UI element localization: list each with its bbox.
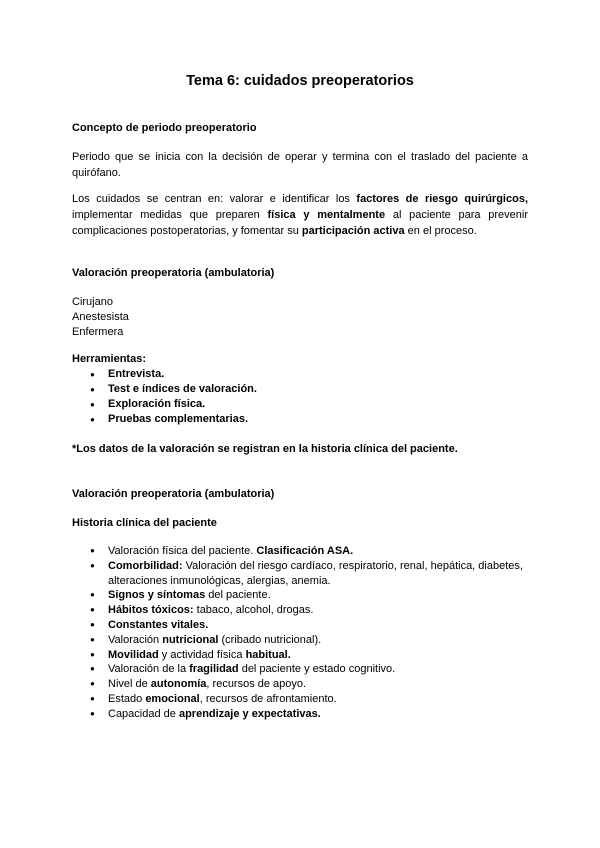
valoracion-heading-2: Valoración preoperatoria (ambulatoria) [72, 488, 275, 500]
list-item: ● Constantes vitales. [72, 618, 528, 633]
list-item: ● Movilidad y actividad física habitual. [72, 648, 528, 663]
list-item: ● Exploración física. [72, 397, 257, 412]
registry-note: *Los datos de la valoración se registran en la historia clínica del paciente. [72, 443, 458, 455]
list-item: ● Signos y síntomas del paciente. [72, 588, 528, 603]
concepto-heading: Concepto de periodo preoperatorio [72, 122, 257, 134]
concepto-paragraph-2: Los cuidados se centran en: valorar e identificar los factores de riesgo quirúrgicos, implementar medidas que preparen física y mentalmente al paciente para prevenir complicaciones postoperatorias, y fomentar su participación activa en el proceso. [72, 193, 528, 237]
list-item: ● Test e índices de valoración. [72, 382, 257, 397]
list-item: ● Valoración de la fragilidad del paciente y estado cognitivo. [72, 662, 528, 677]
historia-list [72, 544, 528, 722]
list-item: ● Capacidad de aprendizaje y expectativas. [72, 707, 528, 722]
role-item: Enfermera [72, 326, 124, 338]
tools-heading: Herramientas: [72, 353, 146, 365]
list-item: ● Pruebas complementarias. [72, 412, 257, 427]
tools-list [72, 367, 257, 427]
concepto-paragraph-1: Periodo que se inicia con la decisión de operar y termina con el traslado del paciente a quirófano. [72, 151, 528, 179]
list-item: ● Valoración nutricional (cribado nutricional). [72, 633, 528, 648]
list-item: ● Valoración física del paciente. Clasificación ASA. [72, 544, 528, 559]
historia-heading: Historia clínica del paciente [72, 517, 217, 529]
page-title: Tema 6: cuidados preoperatorios [186, 73, 414, 89]
valoracion-heading: Valoración preoperatoria (ambulatoria) [72, 267, 275, 279]
list-item: ● Hábitos tóxicos: tabaco, alcohol, drogas. [72, 603, 528, 618]
list-item: ● Estado emocional, recursos de afrontamiento. [72, 692, 528, 707]
list-item: ● Nivel de autonomía, recursos de apoyo. [72, 677, 528, 692]
list-item: ● Entrevista. [72, 367, 257, 382]
role-item: Anestesista [72, 311, 129, 323]
list-item: ● Comorbilidad: Valoración del riesgo cardíaco, respiratorio, renal, hepática, diabetes, alteraciones inmunológicas, alergias, anemia. [72, 559, 528, 589]
role-item: Cirujano [72, 296, 113, 308]
